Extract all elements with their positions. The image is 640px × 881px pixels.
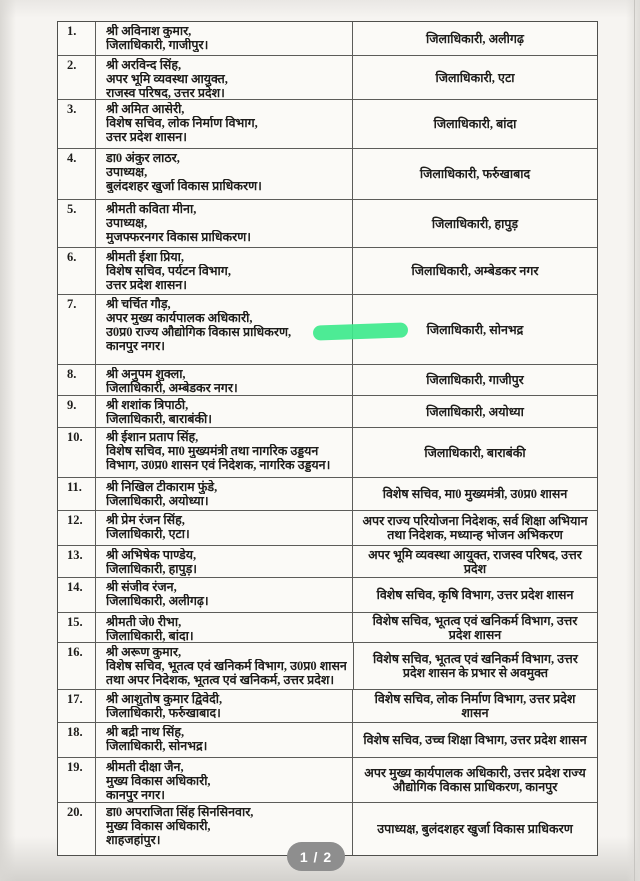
name-line: शाहजहांपुर। — [106, 833, 161, 847]
serial-cell: 3. — [58, 100, 96, 148]
name-cell — [96, 428, 353, 477]
name-line: उपाध्यक्ष, — [106, 165, 148, 179]
posting-cell: विशेष सचिव, लोक निर्माण विभाग, उत्तर प्रदेश शासन — [374, 692, 576, 720]
table-row — [58, 511, 597, 546]
table-row — [58, 578, 597, 613]
name-line: श्री अरविन्द सिंह, — [106, 58, 182, 72]
posting-cell: विशेष सचिव, भूतत्व एवं खनिकर्म विभाग, उत्तर प्रदेश शासन — [372, 613, 578, 642]
name-cell — [96, 248, 353, 294]
posting-cell: विशेष सचिव, कृषि विभाग, उत्तर प्रदेश शासन — [376, 588, 574, 602]
name-line: उत्तर प्रदेश शासन। — [106, 130, 187, 144]
name-line: श्री चर्चित गौड़, — [106, 297, 171, 311]
posting-cell: अपर भूमि व्यवस्था आयुक्त, राजस्व परिषद, उत्तर प्रदेश — [368, 547, 582, 576]
name-line: कानपुर नगर। — [106, 788, 165, 802]
posting-cell: जिलाधिकारी, एटा — [435, 70, 515, 85]
name-line: जिलाधिकारी, एटा। — [106, 527, 190, 541]
table-row — [58, 365, 597, 396]
serial-cell: 4. — [58, 149, 96, 199]
serial-cell: 16. — [58, 643, 96, 689]
name-cell — [96, 758, 353, 802]
table-row — [58, 546, 597, 578]
name-line: जिलाधिकारी, बाराबंकी। — [106, 412, 213, 426]
name-line: श्रीमती कविता मीना, — [106, 202, 197, 216]
officials-table — [57, 21, 598, 856]
name-line: श्री ईशान प्रताप सिंह, — [106, 430, 199, 444]
name-line: राजस्व परिषद, उत्तर प्रदेश। — [106, 86, 225, 100]
name-line: मुख्य विकास अधिकारी, — [106, 819, 211, 833]
posting-cell: विशेष सचिव, उच्च शिक्षा विभाग, उत्तर प्रदेश शासन — [363, 733, 587, 747]
name-line: डा0 अपराजिता सिंह सिनसिनवार, — [106, 805, 254, 819]
name-line: जिलाधिकारी, अम्बेडकर नगर। — [106, 381, 238, 395]
serial-cell: 11. — [58, 478, 96, 510]
table-row — [58, 723, 597, 758]
name-line: विशेष सचिव, पर्यटन विभाग, — [106, 264, 231, 278]
posting-cell: जिलाधिकारी, बाराबंकी — [424, 445, 526, 460]
name-line: श्रीमती ईशा प्रिया, — [106, 250, 185, 264]
serial-cell: 7. — [58, 295, 96, 364]
name-line: श्री अमित आसेरी, — [106, 102, 185, 116]
table-row — [58, 613, 597, 643]
name-line: जिलाधिकारी, सोनभद्र। — [106, 739, 208, 753]
page-edge-shadow — [634, 0, 635, 881]
name-cell — [96, 511, 353, 545]
table-row — [58, 100, 597, 149]
serial-cell: 1. — [58, 22, 96, 55]
posting-cell: जिलाधिकारी, गाजीपुर — [426, 373, 524, 387]
name-cell — [96, 365, 353, 395]
posting-cell: जिलाधिकारी, अयोध्या — [426, 404, 524, 419]
table-row — [58, 56, 597, 100]
name-line: मुख्य विकास अधिकारी, — [106, 774, 211, 788]
name-line: डा0 अंकुर लाठर, — [106, 151, 180, 165]
table-row — [58, 200, 597, 248]
name-line: श्री शशांक त्रिपाठी, — [106, 398, 189, 412]
serial-cell: 13. — [58, 546, 96, 577]
name-line: श्री निखिल टीकाराम फुंडे, — [106, 480, 218, 494]
name-line: श्री संजीव रंजन, — [106, 580, 177, 594]
name-cell — [96, 643, 354, 689]
name-line: जिलाधिकारी, अयोध्या। — [106, 494, 209, 508]
posting-cell: जिलाधिकारी, बांदा — [433, 117, 517, 131]
name-line: उत्तर प्रदेश शासन। — [106, 278, 187, 292]
posting-cell: जिलाधिकारी, हापुड़ — [431, 216, 519, 231]
name-line: उ0प्र0 राज्य औद्योगिक विकास प्राधिकरण, — [106, 325, 292, 339]
serial-cell: 9. — [58, 396, 96, 427]
name-cell — [96, 690, 353, 722]
posting-cell: विशेष सचिव, भूतत्व एवं खनिकर्म विभाग, उत्तर प्रदेश शासन के प्रभार से अवमुक्त — [373, 652, 578, 680]
name-cell — [96, 613, 353, 642]
name-line: श्री बद्री नाथ सिंह, — [106, 725, 185, 739]
name-line: जिलाधिकारी, अलीगढ़। — [106, 594, 209, 608]
name-line: श्री अनुपम शुक्ला, — [106, 367, 186, 381]
name-line: बुलंदशहर खुर्जा विकास प्राधिकरण। — [106, 179, 262, 193]
name-line: विशेष सचिव, लोक निर्माण विभाग, — [106, 116, 258, 130]
serial-cell: 19. — [58, 758, 96, 802]
table-row — [58, 643, 597, 690]
posting-cell: जिलाधिकारी, अलीगढ़ — [426, 31, 524, 46]
name-cell — [96, 546, 353, 577]
table-row — [58, 428, 597, 478]
posting-cell: विशेष सचिव, मा0 मुख्यमंत्री, उ0प्र0 शासन — [382, 487, 568, 501]
name-line: श्रीमती जे0 रीभा, — [106, 615, 182, 629]
name-cell — [96, 478, 353, 510]
serial-cell: 10. — [58, 428, 96, 477]
table-row — [58, 248, 597, 295]
name-line: श्री अभिषेक पाण्डेय, — [106, 548, 197, 562]
name-line: जिलाधिकारी, हापुड़। — [106, 562, 197, 576]
serial-cell: 15. — [58, 613, 96, 642]
name-line: जिलाधिकारी, फर्रुखाबाद। — [106, 706, 221, 720]
name-line: अपर भूमि व्यवस्था आयुक्त, — [106, 72, 228, 86]
name-cell — [96, 723, 353, 757]
name-cell — [96, 56, 353, 99]
name-cell — [96, 149, 353, 199]
serial-cell: 17. — [58, 690, 96, 722]
name-line: जिलाधिकारी, गाजीपुर। — [106, 38, 209, 52]
serial-cell: 6. — [58, 248, 96, 294]
serial-cell: 18. — [58, 723, 96, 757]
name-line: श्री अरूण कुमार, — [105, 645, 182, 659]
name-line: श्री आशुतोष कुमार द्विवेदी, — [106, 692, 223, 706]
name-line: विशेष सचिव, भूतत्व एवं खनिकर्म विभाग, उ0प्र0 शासन — [105, 659, 347, 673]
serial-cell: 20. — [58, 803, 96, 855]
name-line: मुजफ्फरनगर विकास प्राधिकरण। — [106, 230, 251, 244]
posting-cell: अपर राज्य परियोजना निदेशक, सर्व शिक्षा अभियान तथा निदेशक, मध्यान्ह भोजन अभिकरण — [362, 514, 588, 542]
page-indicator-label: 1 / 2 — [299, 848, 333, 865]
name-cell — [96, 100, 353, 148]
serial-cell: 5. — [58, 200, 96, 247]
posting-cell: जिलाधिकारी, सोनभद्र — [426, 322, 524, 337]
name-line: उपाध्यक्ष, — [106, 216, 148, 230]
name-line: विशेष सचिव, मा0 मुख्यमंत्री तथा नागरिक उड्डयन — [106, 444, 319, 458]
posting-cell: अपर मुख्य कार्यपालक अधिकारी, उत्तर प्रदेश राज्य औद्योगिक विकास प्राधिकरण, कानपुर — [364, 766, 586, 794]
table-row — [58, 22, 597, 56]
name-cell — [96, 22, 353, 55]
name-cell — [96, 200, 353, 247]
name-line: विभाग, उ0प्र0 शासन एवं निदेशक, नागरिक उड्डयन। — [106, 458, 331, 472]
table-row — [58, 396, 597, 428]
name-line: श्री प्रेम रंजन सिंह, — [106, 513, 185, 527]
table-row — [58, 690, 597, 723]
name-line: कानपुर नगर। — [106, 339, 165, 353]
table-row — [58, 149, 597, 200]
table-row — [58, 295, 597, 365]
table-row — [58, 758, 597, 803]
name-cell — [96, 396, 353, 427]
name-line: श्रीमती दीक्षा जैन, — [106, 760, 184, 774]
table-row — [58, 478, 597, 511]
page-indicator-badge — [287, 842, 345, 871]
serial-cell: 2. — [58, 56, 96, 99]
serial-cell: 14. — [58, 578, 96, 612]
posting-cell: जिलाधिकारी, फर्रुखाबाद — [419, 167, 531, 181]
posting-cell: उपाध्यक्ष, बुलंदशहर खुर्जा विकास प्राधिकरण — [377, 822, 573, 836]
serial-cell: 12. — [58, 511, 96, 545]
name-line: अपर मुख्य कार्यपालक अधिकारी, — [106, 311, 253, 325]
posting-cell: जिलाधिकारी, अम्बेडकर नगर — [411, 264, 539, 278]
serial-cell: 8. — [58, 365, 96, 395]
name-cell — [96, 578, 353, 612]
name-line: तथा अपर निदेशक, भूतत्व एवं खनिकर्म, उत्तर प्रदेश। — [105, 673, 335, 687]
name-line: जिलाधिकारी, बांदा। — [106, 629, 194, 643]
name-line: श्री अविनाश कुमार, — [106, 24, 192, 38]
